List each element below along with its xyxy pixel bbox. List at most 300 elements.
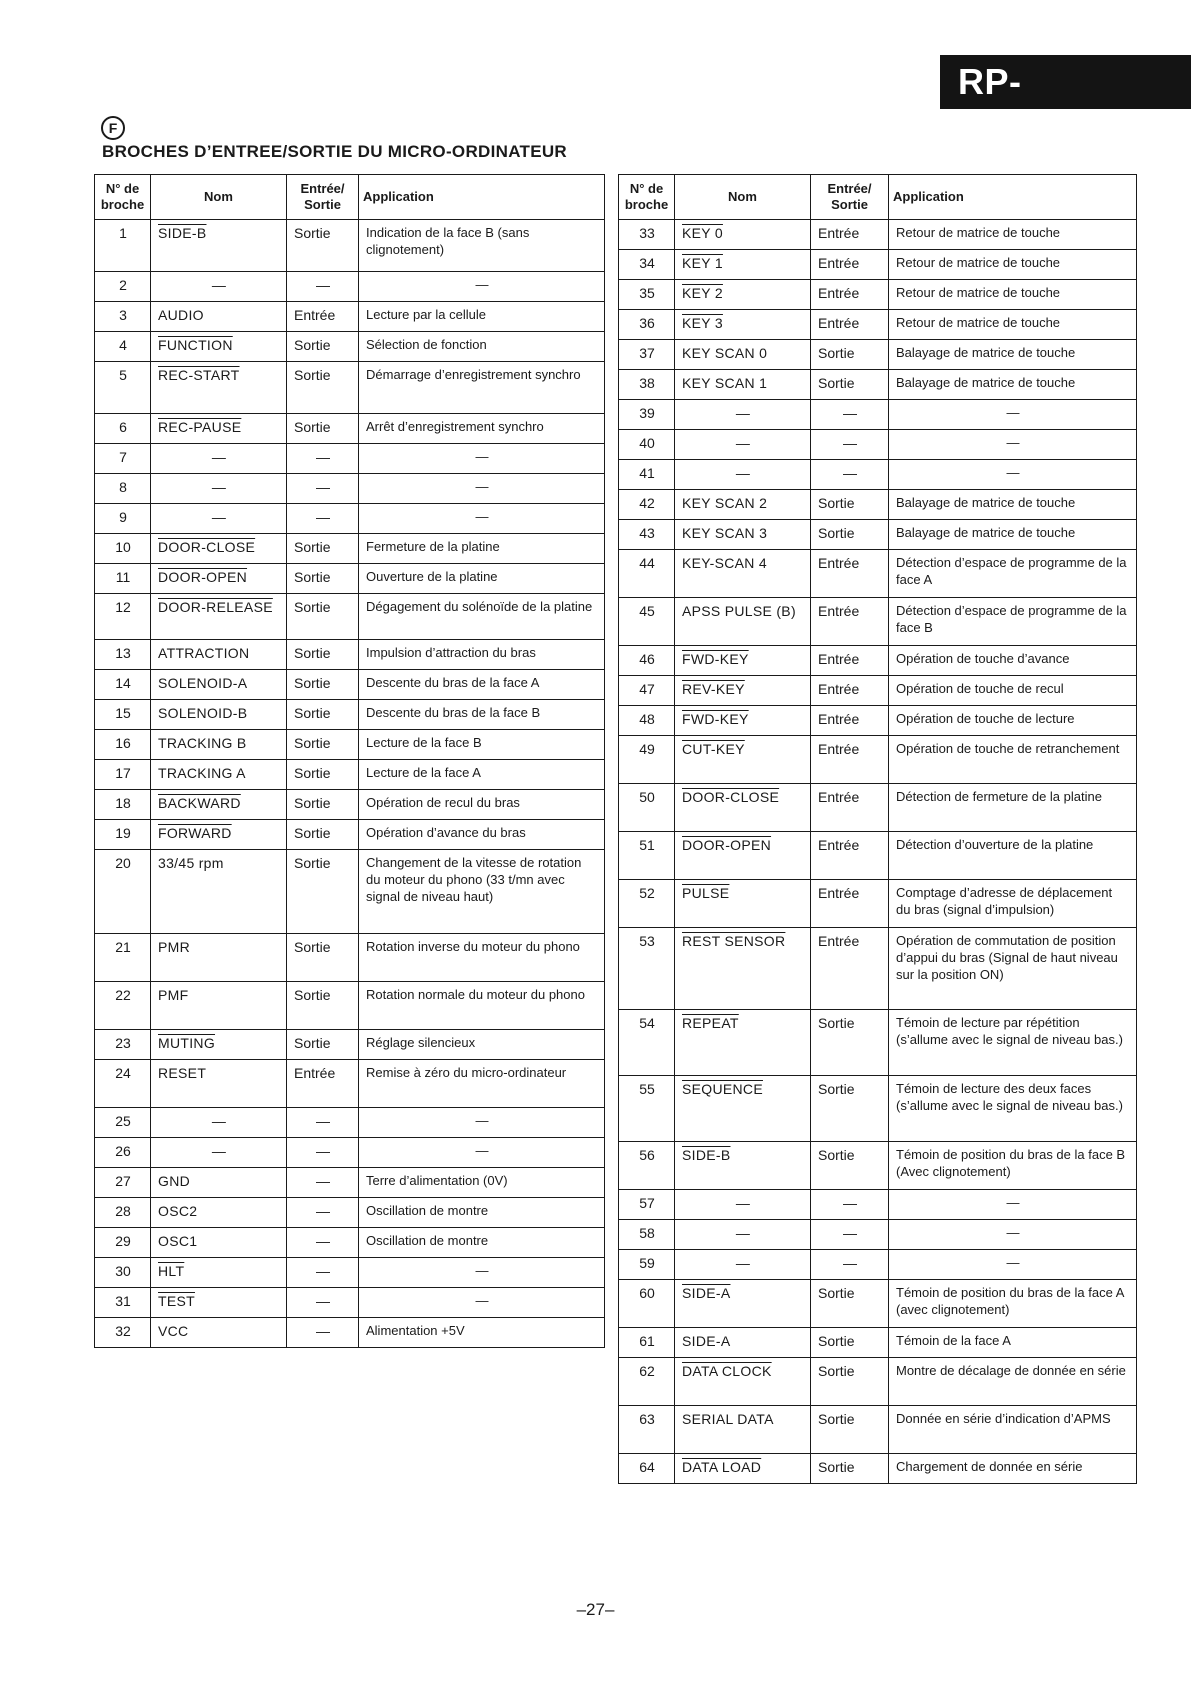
pin-application: Lecture de la face A	[359, 760, 605, 790]
pin-name-cell	[675, 280, 811, 310]
pin-name: KEY 3	[682, 315, 723, 331]
table-row	[619, 1406, 1137, 1454]
pin-name-cell	[151, 1288, 287, 1318]
pin-application: —	[889, 400, 1137, 430]
pin-application: Réglage silencieux	[359, 1030, 605, 1060]
pin-name: KEY-SCAN 4	[682, 555, 767, 571]
pin-application: Montre de décalage de donnée en série	[889, 1358, 1137, 1406]
language-mark: F	[101, 116, 125, 140]
pin-direction: Sortie	[811, 1010, 889, 1076]
pin-direction: Entrée	[811, 280, 889, 310]
pin-number: 10	[95, 534, 151, 564]
pin-direction: —	[811, 1190, 889, 1220]
pin-name: FUNCTION	[158, 337, 233, 353]
table-row	[619, 1076, 1137, 1142]
pin-application: Détection d’espace de programme de la face B	[889, 598, 1137, 646]
pin-number: 15	[95, 700, 151, 730]
pin-name: DATA CLOCK	[682, 1363, 772, 1379]
pin-number: 1	[95, 220, 151, 272]
pin-name-cell	[675, 706, 811, 736]
pin-direction: Entrée	[811, 550, 889, 598]
pin-name: TEST	[158, 1293, 195, 1309]
pin-name: DOOR-RELEASE	[158, 599, 273, 615]
pin-name: KEY 0	[682, 225, 723, 241]
pin-application: —	[889, 1220, 1137, 1250]
pin-number: 2	[95, 272, 151, 302]
pin-number: 42	[619, 490, 675, 520]
pin-name: REC-START	[158, 367, 240, 383]
pin-name-cell	[675, 250, 811, 280]
pin-direction: —	[811, 400, 889, 430]
table-row	[95, 362, 605, 414]
pin-application: Descente du bras de la face A	[359, 670, 605, 700]
pin-name: SIDE-B	[158, 225, 207, 241]
pin-application: Balayage de matrice de touche	[889, 370, 1137, 400]
table-row	[619, 370, 1137, 400]
pin-application: Oscillation de montre	[359, 1198, 605, 1228]
pin-name: KEY SCAN 3	[682, 525, 768, 541]
pin-number: 21	[95, 934, 151, 982]
column-header-application: Application	[889, 175, 1137, 220]
pin-application: Donnée en série d’indication d’APMS	[889, 1406, 1137, 1454]
pin-application: Opération de touche de lecture	[889, 706, 1137, 736]
pin-application: Détection d’ouverture de la platine	[889, 832, 1137, 880]
pin-name-cell	[675, 598, 811, 646]
pin-direction: Sortie	[287, 414, 359, 444]
pin-number: 49	[619, 736, 675, 784]
pin-name: SERIAL DATA	[682, 1411, 774, 1427]
pin-direction: Sortie	[287, 820, 359, 850]
pin-name-cell	[151, 982, 287, 1030]
pin-application: —	[359, 504, 605, 534]
pin-direction: Entrée	[811, 220, 889, 250]
pin-name: DOOR-OPEN	[158, 569, 248, 585]
pin-direction: Sortie	[287, 640, 359, 670]
pin-direction: Entrée	[811, 832, 889, 880]
table-row	[95, 700, 605, 730]
pin-number: 9	[95, 504, 151, 534]
pin-direction: Sortie	[811, 340, 889, 370]
pin-direction: —	[287, 444, 359, 474]
pin-number: 39	[619, 400, 675, 430]
pin-application: Ouverture de la platine	[359, 564, 605, 594]
pin-name: —	[735, 1225, 751, 1241]
pin-direction: Sortie	[287, 760, 359, 790]
pin-direction: Sortie	[287, 790, 359, 820]
pin-name: TRACKING B	[158, 735, 247, 751]
table-row	[95, 730, 605, 760]
pin-name: PMF	[158, 987, 189, 1003]
table-row	[619, 340, 1137, 370]
pin-name-cell	[151, 1168, 287, 1198]
pin-direction: Entrée	[811, 784, 889, 832]
pin-name-cell	[151, 220, 287, 272]
pin-number: 33	[619, 220, 675, 250]
pin-number: 44	[619, 550, 675, 598]
pin-direction: Sortie	[287, 362, 359, 414]
pin-application: Lecture de la face B	[359, 730, 605, 760]
pin-direction: Sortie	[287, 982, 359, 1030]
column-header-name: Nom	[151, 175, 287, 220]
column-header-application: Application	[359, 175, 605, 220]
table-row	[95, 504, 605, 534]
pin-application: Terre d’alimentation (0V)	[359, 1168, 605, 1198]
pin-name-cell	[675, 1190, 811, 1220]
pin-name: SEQUENCE	[682, 1081, 763, 1097]
pin-name: —	[735, 435, 751, 451]
pin-application: Détection d’espace de programme de la face A	[889, 550, 1137, 598]
pin-number: 46	[619, 646, 675, 676]
pin-direction: —	[811, 430, 889, 460]
pin-name-cell	[151, 1228, 287, 1258]
pin-number: 57	[619, 1190, 675, 1220]
pin-number: 52	[619, 880, 675, 928]
pin-application: Rotation normale du moteur du phono	[359, 982, 605, 1030]
table-row	[95, 534, 605, 564]
pin-name-cell	[151, 640, 287, 670]
pin-application: —	[889, 1190, 1137, 1220]
pin-application: Changement de la vitesse de rotation du moteur du phono (33 t/mn avec signal de niveau haut)	[359, 850, 605, 934]
pin-direction: —	[287, 272, 359, 302]
pin-name-cell	[675, 1142, 811, 1190]
pin-application: Témoin de lecture par répétition (s’allume avec le signal de niveau bas.)	[889, 1010, 1137, 1076]
pin-name: FWD-KEY	[682, 711, 749, 727]
pin-name-cell	[151, 474, 287, 504]
pin-name-cell	[151, 760, 287, 790]
pin-name-cell	[675, 1250, 811, 1280]
pin-direction: —	[811, 1250, 889, 1280]
pin-direction: Entrée	[811, 706, 889, 736]
pin-name-cell	[675, 784, 811, 832]
pin-direction: —	[287, 474, 359, 504]
pin-direction: —	[287, 1198, 359, 1228]
pin-direction: Sortie	[287, 700, 359, 730]
pin-number: 35	[619, 280, 675, 310]
pin-name: —	[211, 1143, 227, 1159]
pin-direction: Sortie	[287, 220, 359, 272]
model-badge: RP-107H/117H	[940, 55, 1191, 109]
pin-direction: Entrée	[287, 1060, 359, 1108]
table-row	[95, 1318, 605, 1348]
pin-name: KEY SCAN 1	[682, 375, 768, 391]
pin-name: OSC2	[158, 1203, 198, 1219]
pin-name: RESET	[158, 1065, 207, 1081]
pin-number: 17	[95, 760, 151, 790]
pin-number: 58	[619, 1220, 675, 1250]
table-row	[95, 444, 605, 474]
pin-application: Dégagement du solénoïde de la platine	[359, 594, 605, 640]
pin-application: Détection de fermeture de la platine	[889, 784, 1137, 832]
table-row	[619, 310, 1137, 340]
pin-name-cell	[151, 272, 287, 302]
pin-name: SIDE-A	[682, 1285, 731, 1301]
pin-name: DOOR-CLOSE	[682, 789, 780, 805]
pin-name: KEY SCAN 2	[682, 495, 768, 511]
pin-name-cell	[675, 646, 811, 676]
pin-number: 55	[619, 1076, 675, 1142]
table-row	[95, 670, 605, 700]
pin-name: —	[211, 509, 227, 525]
column-header-num: N° de broche	[95, 175, 151, 220]
pin-application: —	[359, 1258, 605, 1288]
pin-application: —	[359, 474, 605, 504]
table-row	[95, 760, 605, 790]
pin-name: —	[735, 405, 751, 421]
table-row	[619, 1328, 1137, 1358]
pin-application: —	[359, 272, 605, 302]
pin-name: —	[735, 1255, 751, 1271]
pin-name-cell	[675, 1358, 811, 1406]
pin-direction: Sortie	[811, 520, 889, 550]
table-row	[95, 1198, 605, 1228]
pin-direction: Sortie	[287, 670, 359, 700]
table-row	[619, 1142, 1137, 1190]
pin-direction: —	[287, 1318, 359, 1348]
pin-direction: —	[287, 1138, 359, 1168]
pin-name: SOLENOID-B	[158, 705, 248, 721]
page-number: –27–	[576, 1600, 615, 1619]
table-row	[95, 790, 605, 820]
pin-number: 8	[95, 474, 151, 504]
pin-name: —	[211, 1113, 227, 1129]
pin-name-cell	[151, 1138, 287, 1168]
pin-name-cell	[151, 444, 287, 474]
pin-name: $\overline{HLT}$	[158, 1263, 185, 1279]
table-row	[95, 594, 605, 640]
pin-application: Témoin de lecture des deux faces (s’allume avec le signal de niveau bas.)	[889, 1076, 1137, 1142]
table-row	[619, 550, 1137, 598]
pin-application: Rotation inverse du moteur du phono	[359, 934, 605, 982]
table-row	[619, 220, 1137, 250]
table-row	[619, 1280, 1137, 1328]
pin-application: Retour de matrice de touche	[889, 250, 1137, 280]
pin-number: 62	[619, 1358, 675, 1406]
pin-number: 23	[95, 1030, 151, 1060]
pin-name-cell	[151, 1030, 287, 1060]
pin-direction: Entrée	[811, 880, 889, 928]
pin-direction: Sortie	[811, 1280, 889, 1328]
pin-number: 47	[619, 676, 675, 706]
pin-name: SOLENOID-A	[158, 675, 248, 691]
table-row	[95, 1138, 605, 1168]
pin-name-cell	[151, 302, 287, 332]
pin-application: Témoin de position du bras de la face B (Avec clignotement)	[889, 1142, 1137, 1190]
pin-direction: Entrée	[811, 250, 889, 280]
table-row	[95, 332, 605, 362]
pin-application: Oscillation de montre	[359, 1228, 605, 1258]
pin-name-cell	[151, 564, 287, 594]
pin-application: Témoin de position du bras de la face A (avec clignotement)	[889, 1280, 1137, 1328]
pin-name: SIDE-B	[682, 1147, 731, 1163]
pin-application: Balayage de matrice de touche	[889, 490, 1137, 520]
pin-number: 43	[619, 520, 675, 550]
pin-name-cell	[675, 370, 811, 400]
pin-name: ATTRACTION	[158, 645, 250, 661]
pin-application: Comptage d’adresse de déplacement du bras (signal d’impulsion)	[889, 880, 1137, 928]
table-row	[95, 640, 605, 670]
pin-number: 45	[619, 598, 675, 646]
pin-name: APSS PULSE (B)	[682, 603, 796, 619]
table-row	[619, 784, 1137, 832]
pin-direction: Sortie	[287, 594, 359, 640]
pin-name: DOOR-OPEN	[682, 837, 772, 853]
pin-name: DOOR-CLOSE	[158, 539, 256, 555]
pin-direction: Sortie	[811, 370, 889, 400]
pin-name-cell	[675, 220, 811, 250]
pin-number: 32	[95, 1318, 151, 1348]
column-header-num: N° de broche	[619, 175, 675, 220]
pin-direction: Entrée	[287, 302, 359, 332]
table-row	[95, 1030, 605, 1060]
pin-number: 48	[619, 706, 675, 736]
pin-number: 7	[95, 444, 151, 474]
pin-name: AUDIO	[158, 307, 204, 323]
pin-application: —	[889, 430, 1137, 460]
pin-direction: Entrée	[811, 928, 889, 1010]
pin-number: 29	[95, 1228, 151, 1258]
pin-direction: Sortie	[287, 564, 359, 594]
table-row	[95, 1108, 605, 1138]
pin-name: VCC	[158, 1323, 189, 1339]
pin-direction: Sortie	[287, 332, 359, 362]
pin-name-cell	[151, 1258, 287, 1288]
table-row	[619, 706, 1137, 736]
table-row	[95, 564, 605, 594]
pin-application: Alimentation +5V	[359, 1318, 605, 1348]
pin-direction: Sortie	[811, 1328, 889, 1358]
pin-number: 16	[95, 730, 151, 760]
pin-application: Remise à zéro du micro-ordinateur	[359, 1060, 605, 1108]
table-row	[95, 1288, 605, 1318]
pin-name-cell	[151, 934, 287, 982]
table-row	[619, 1010, 1137, 1076]
pin-name: GND	[158, 1173, 191, 1189]
pin-application: Retour de matrice de touche	[889, 220, 1137, 250]
pin-direction: Sortie	[811, 1454, 889, 1484]
pin-number: 54	[619, 1010, 675, 1076]
pin-name: REPEAT	[682, 1015, 739, 1031]
table-row	[619, 646, 1137, 676]
pin-name: TRACKING A	[158, 765, 246, 781]
pin-name-cell	[151, 1108, 287, 1138]
pin-name-cell	[151, 670, 287, 700]
pin-number: 51	[619, 832, 675, 880]
pin-direction: Entrée	[811, 676, 889, 706]
table-row	[619, 1358, 1137, 1406]
pin-name-cell	[151, 594, 287, 640]
pin-number: 11	[95, 564, 151, 594]
pin-application: —	[889, 1250, 1137, 1280]
pin-name-cell	[675, 676, 811, 706]
pin-application: —	[359, 1108, 605, 1138]
pin-application: —	[359, 1138, 605, 1168]
pin-application: Opération de commutation de position d’appui du bras (Signal de haut niveau sur la position ON)	[889, 928, 1137, 1010]
pin-name: REV-KEY	[682, 681, 745, 697]
pin-name: 33/45 rpm	[158, 855, 224, 871]
pin-name: DATA LOAD	[682, 1459, 762, 1475]
pin-number: 38	[619, 370, 675, 400]
table-row	[619, 280, 1137, 310]
pin-name-cell	[151, 700, 287, 730]
pin-name: REC-PAUSE	[158, 419, 242, 435]
pin-direction: Sortie	[287, 730, 359, 760]
pin-name-cell	[675, 1406, 811, 1454]
pin-name: SIDE-A	[682, 1333, 731, 1349]
pin-name-cell	[675, 1280, 811, 1328]
pin-direction: Sortie	[811, 1142, 889, 1190]
pin-direction: Sortie	[287, 850, 359, 934]
pin-name: CUT-KEY	[682, 741, 745, 757]
pin-application: Descente du bras de la face B	[359, 700, 605, 730]
table-row	[95, 1228, 605, 1258]
pin-name-cell	[675, 430, 811, 460]
table-row	[95, 220, 605, 272]
pin-name: —	[735, 1195, 751, 1211]
column-header-io: Entrée/ Sortie	[287, 175, 359, 220]
pin-number: 25	[95, 1108, 151, 1138]
pin-direction: Sortie	[287, 934, 359, 982]
pin-name-cell	[675, 928, 811, 1010]
pin-name-cell	[151, 332, 287, 362]
pin-name-cell	[675, 736, 811, 784]
pin-number: 6	[95, 414, 151, 444]
pin-direction: Sortie	[287, 534, 359, 564]
pin-direction: Entrée	[811, 310, 889, 340]
pin-direction: Sortie	[811, 1406, 889, 1454]
table-row	[619, 400, 1137, 430]
pin-number: 61	[619, 1328, 675, 1358]
pin-name: OSC1	[158, 1233, 198, 1249]
column-header-name: Nom	[675, 175, 811, 220]
table-row	[95, 302, 605, 332]
pin-number: 41	[619, 460, 675, 490]
table-row	[619, 736, 1137, 784]
pin-application: Impulsion d’attraction du bras	[359, 640, 605, 670]
table-row	[95, 272, 605, 302]
pin-application: Opération de touche d’avance	[889, 646, 1137, 676]
pin-direction: Sortie	[811, 1076, 889, 1142]
pin-name: —	[211, 277, 227, 293]
pin-number: 13	[95, 640, 151, 670]
pin-name: KEY 1	[682, 255, 723, 271]
pin-name: —	[735, 465, 751, 481]
pin-name-cell	[151, 790, 287, 820]
pin-name: KEY 2	[682, 285, 723, 301]
table-row	[619, 1250, 1137, 1280]
pin-number: 27	[95, 1168, 151, 1198]
pin-name-cell	[151, 362, 287, 414]
pin-number: 12	[95, 594, 151, 640]
table-row	[95, 1060, 605, 1108]
pin-number: 20	[95, 850, 151, 934]
pin-name-cell	[151, 414, 287, 444]
pin-number: 63	[619, 1406, 675, 1454]
pin-direction: Sortie	[287, 1030, 359, 1060]
pin-name-cell	[675, 1076, 811, 1142]
pin-name: —	[211, 449, 227, 465]
pin-number: 64	[619, 1454, 675, 1484]
pin-direction: —	[287, 504, 359, 534]
pin-application: Balayage de matrice de touche	[889, 520, 1137, 550]
pin-application: Opération d’avance du bras	[359, 820, 605, 850]
pin-name-cell	[151, 504, 287, 534]
pin-application: Lecture par la cellule	[359, 302, 605, 332]
pin-application: Témoin de la face A	[889, 1328, 1137, 1358]
pin-application: Retour de matrice de touche	[889, 310, 1137, 340]
pin-name-cell	[675, 1010, 811, 1076]
pin-direction: —	[811, 1220, 889, 1250]
table-row	[619, 598, 1137, 646]
